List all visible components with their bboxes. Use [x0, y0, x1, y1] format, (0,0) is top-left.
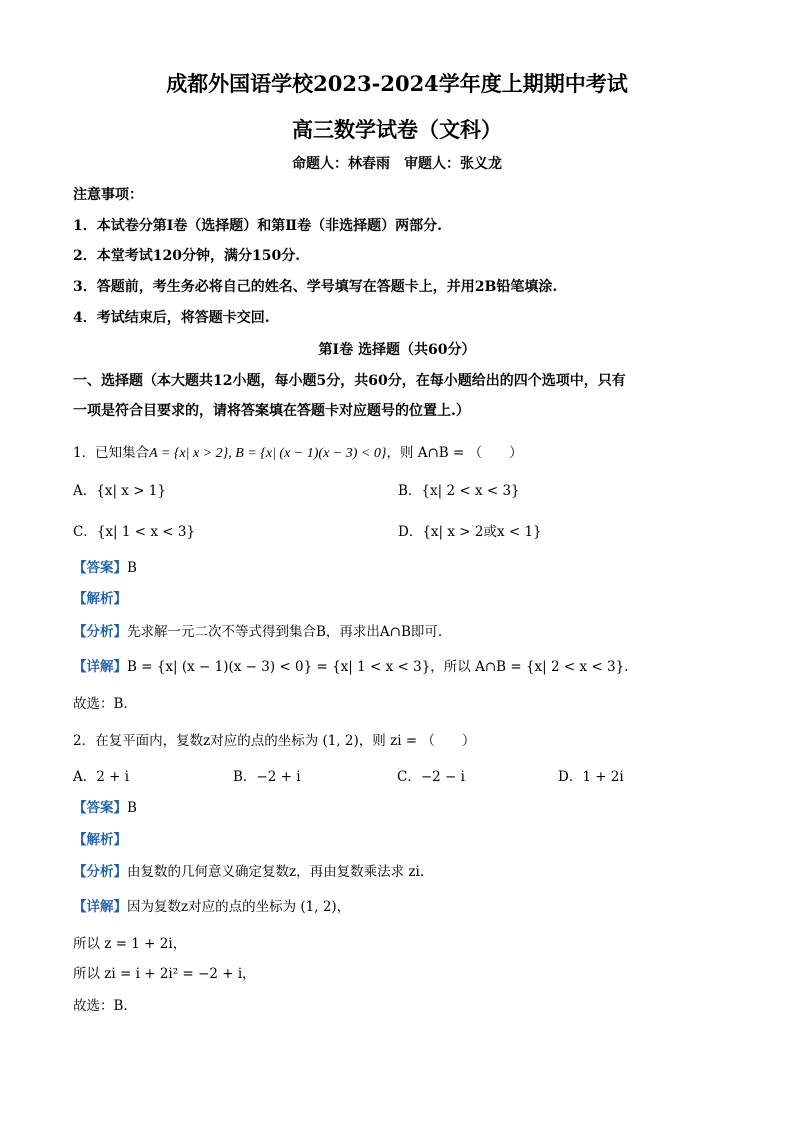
question-1-option-c: C．{x| 1 < x < 3} — [73, 524, 196, 540]
answer-tag: 【答案】 — [73, 560, 127, 576]
question-2-option-b: B．−2 + i — [233, 769, 301, 785]
fenxi-tag: 【分析】 — [73, 864, 127, 880]
notice-item: 4．考试结束后，将答题卡交回. — [73, 310, 270, 326]
analysis-tag: 【解析】 — [73, 591, 127, 607]
question-2-option-a: A．2 + i — [73, 769, 130, 785]
notice-item: 3．答题前，考生务必将自己的姓名、学号填写在答题卡上，并用2B铅笔填涂. — [73, 279, 558, 295]
question-2-option-c: C．−2 − i — [397, 769, 465, 785]
question-1-answer — [73, 556, 137, 576]
question-1-prefix: 1．已知集合 — [73, 445, 150, 461]
xiangjie-text: B = {x| (x − 1)(x − 3) < 0} = {x| 1 < x < 3}，所以 A∩B = {x| 2 < x < 3}. — [127, 659, 629, 675]
question-2-conclusion: 故选：B. — [73, 998, 128, 1014]
question-2-option-d: D．1 + 2i — [558, 769, 624, 785]
fenxi-text: 先求解一元二次不等式得到集合B，再求出A∩B即可. — [127, 624, 443, 640]
question-2-stem: 2．在复平面内，复数z对应的点的坐标为 (1, 2)，则 zi = （ ） — [73, 733, 476, 749]
answer-value: B — [127, 560, 137, 576]
question-1-fenxi — [73, 620, 442, 640]
fenxi-tag: 【分析】 — [73, 624, 127, 640]
exam-subtitle: 高三数学试卷（文科） — [292, 117, 502, 142]
answer-value: B — [127, 800, 137, 816]
notice-item: 1．本试卷分第Ⅰ卷（选择题）和第Ⅱ卷（非选择题）两部分. — [73, 218, 442, 234]
question-1-conclusion: 故选：B. — [73, 696, 128, 712]
question-2-step: 所以 z = 1 + 2i， — [73, 936, 187, 952]
xiangjie-tag: 【详解】 — [73, 899, 127, 915]
notice-item: 2．本堂考试120分钟，满分150分. — [73, 248, 301, 264]
question-1-option-d: D．{x| x > 2或x < 1} — [398, 524, 542, 540]
section-intro: 一项是符合目要求的，请将答案填在答题卡对应题号的位置上.） — [73, 403, 470, 419]
question-2-step: 所以 zi = i + 2i² = −2 + i， — [73, 966, 256, 982]
question-2-answer — [73, 796, 137, 816]
question-2-fenxi — [73, 860, 424, 880]
section-title: 第Ⅰ卷 选择题（共60分） — [318, 342, 476, 358]
exam-authors: 命题人：林春雨 审题人：张义龙 — [292, 156, 502, 172]
xiangjie-tag: 【详解】 — [73, 659, 127, 675]
question-1-sets: A = {x| x > 2}, B = {x| (x − 1)(x − 3) < 0} — [149, 446, 387, 461]
section-intro: 一、选择题（本大题共12小题，每小题5分，共60分，在每小题给出的四个选项中，只有 — [73, 373, 626, 389]
exam-title: 成都外国语学校2023-2024学年度上期期中考试 — [166, 71, 628, 96]
analysis-tag: 【解析】 — [73, 832, 127, 848]
question-1-xiangjie — [73, 655, 628, 675]
fenxi-text: 由复数的几何意义确定复数z，再由复数乘法求 zi. — [127, 864, 425, 880]
xiangjie-text: 因为复数z对应的点的坐标为 (1, 2)， — [127, 899, 351, 915]
question-1-stem — [73, 441, 523, 462]
answer-tag: 【答案】 — [73, 800, 127, 816]
question-1-option-a: A．{x| x > 1} — [73, 483, 166, 499]
question-1-option-b: B．{x| 2 < x < 3} — [398, 483, 520, 499]
question-2-xiangjie — [73, 895, 350, 915]
question-1-suffix: ，则 A∩B = （ ） — [386, 445, 523, 461]
notice-heading: 注意事项： — [73, 187, 143, 203]
